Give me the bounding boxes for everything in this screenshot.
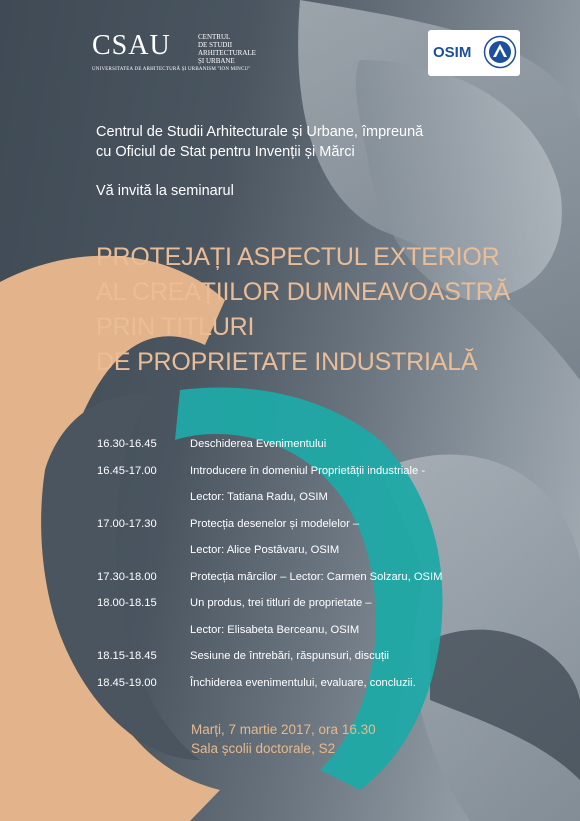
title-line: AL CREAȚIILOR DUMNEAVOASTRĂ — [96, 278, 511, 306]
agenda-row — [97, 650, 537, 677]
agenda-topic: Lector: Elisabeta Berceanu, OSIM — [190, 623, 360, 636]
intro-line: cu Oficiul de Stat pentru Invenții și Mărci — [96, 144, 355, 160]
agenda-topic: Deschiderea Evenimentului — [190, 438, 327, 450]
invitation-text: Vă invită la seminarul — [96, 183, 234, 199]
agenda-row — [97, 491, 537, 518]
agenda-topic: Introducere în domeniul Proprietății industriale - — [190, 464, 426, 477]
seminar-title — [96, 240, 556, 380]
agenda-time: 16.30-16.45 — [97, 438, 157, 450]
agenda-row — [97, 597, 537, 624]
agenda-time: 18.00-18.15 — [97, 597, 157, 609]
agenda-topic: Protecția desenelor și modelelor – — [190, 517, 360, 530]
agenda-row — [97, 677, 537, 704]
agenda-row — [97, 571, 537, 598]
agenda-row — [97, 624, 537, 651]
csau-logo — [92, 30, 256, 78]
agenda-time: 18.15-18.45 — [97, 650, 157, 662]
agenda-topic: Sesiune de întrebări, răspunsuri, discuții — [190, 650, 389, 662]
agenda-topic: Protecția mărcilor – Lector: Carmen Solzaru, OSIM — [190, 570, 443, 583]
agenda-topic: Lector: Tatiana Radu, OSIM — [190, 491, 328, 503]
title-line: DE PROPRIETATE INDUSTRIALĂ — [96, 348, 478, 376]
agenda-row — [97, 544, 537, 571]
agenda-row — [97, 518, 537, 545]
agenda-time: 17.30-18.00 — [97, 570, 157, 583]
agenda-row — [97, 465, 537, 492]
event-location: Sala școlii doctorale, S2 — [191, 741, 336, 756]
agenda-topic: Un produs, trei titluri de proprietate – — [190, 597, 372, 609]
osim-seal-icon — [483, 35, 517, 69]
event-details — [191, 720, 376, 758]
osim-logo — [428, 30, 520, 76]
university-name: UNIVERSITATEA DE ARHITECTURĂ ȘI URBANISM "ION MINCU" — [92, 67, 251, 72]
agenda-time: 18.45-19.00 — [97, 676, 157, 689]
csau-logo-side-text: CENTRUL DE STUDII ARHITECTURALE ȘI URBANE — [198, 33, 256, 65]
title-line: PRIN TITLURI — [96, 313, 255, 341]
agenda — [97, 438, 537, 703]
event-date: Marți, 7 martie 2017, ora 16.30 — [191, 722, 376, 737]
agenda-topic: Lector: Alice Postăvaru, OSIM — [190, 544, 340, 556]
agenda-time: 17.00-17.30 — [97, 517, 157, 530]
agenda-row — [97, 438, 537, 465]
agenda-time: 16.45-17.00 — [97, 464, 157, 477]
osim-logo-text: OSIM — [433, 44, 472, 61]
agenda-topic: Închiderea evenimentului, evaluare, concluzii. — [190, 676, 416, 689]
intro-line: Centrul de Studii Arhitecturale și Urbane, împreună — [96, 124, 424, 140]
title-line: PROTEJAȚI ASPECTUL EXTERIOR — [96, 243, 500, 271]
csau-logo-mark: CSAU — [92, 30, 171, 61]
intro-text — [96, 122, 516, 162]
